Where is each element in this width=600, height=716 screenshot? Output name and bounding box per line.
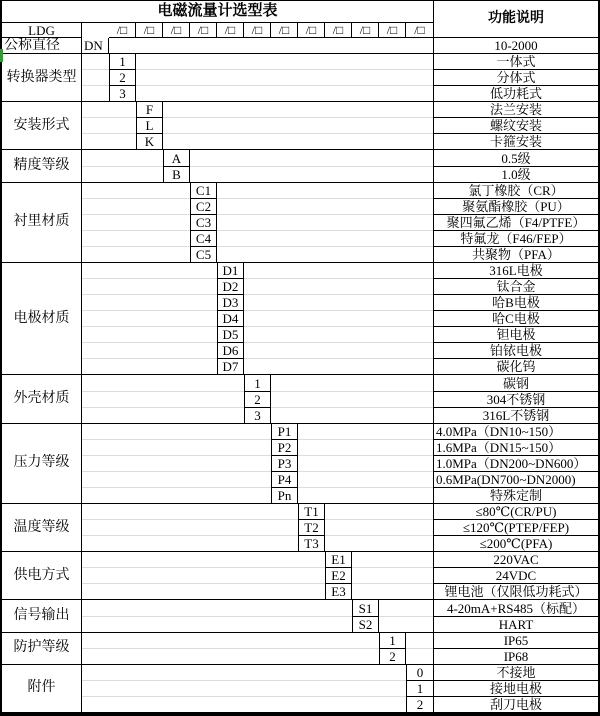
description-cell: 304不锈钢	[433, 392, 598, 408]
code-cell: 1	[109, 54, 136, 70]
description-cell: ≤200℃(PFA)	[433, 536, 598, 552]
filler-cell	[163, 102, 433, 118]
filler-cell	[271, 392, 433, 408]
code-cell: 0	[406, 665, 433, 681]
description-cell: 分体式	[433, 70, 598, 86]
model-slot: /□	[325, 23, 352, 38]
filler-cell	[298, 424, 433, 440]
filler-cell	[217, 231, 433, 247]
filler-cell	[298, 440, 433, 456]
filler-cell	[82, 456, 271, 472]
filler-cell	[136, 86, 433, 102]
code-cell: D6	[217, 343, 244, 359]
filler-cell	[82, 408, 244, 424]
category-cell: 附件	[2, 665, 82, 713]
category-cell: 外壳材质	[2, 375, 82, 423]
code-cell: A	[163, 150, 190, 166]
code-cell: S2	[352, 617, 379, 633]
filler-cell	[82, 311, 217, 327]
description-cell: 0.6MPa(DN700~DN2000)	[433, 472, 598, 488]
code-cell: T1	[298, 504, 325, 520]
code-cell: F	[136, 102, 163, 118]
description-cell: 不接地	[433, 665, 598, 681]
code-cell: S1	[352, 600, 379, 616]
code-cell: 2	[244, 392, 271, 408]
description-cell: 特氟龙（F46/FEP）	[433, 231, 598, 247]
description-cell: 1.6MPa（DN15~150）	[433, 440, 598, 456]
code-cell: D3	[217, 295, 244, 311]
filler-cell	[244, 359, 433, 375]
filler-cell	[82, 183, 190, 199]
filler-cell	[379, 600, 433, 616]
description-cell: 220VAC	[433, 552, 598, 568]
code-cell: 1	[406, 681, 433, 697]
filler-cell	[82, 488, 271, 504]
code-cell: D2	[217, 279, 244, 295]
filler-cell	[82, 295, 217, 311]
description-cell: 法兰安装	[433, 102, 598, 118]
filler-cell	[82, 424, 271, 440]
code-cell: 2	[379, 649, 406, 665]
code-cell: E3	[325, 584, 352, 600]
code-cell: D4	[217, 311, 244, 327]
description-cell: 哈C电极	[433, 311, 598, 327]
code-cell: C5	[190, 247, 217, 263]
filler-cell	[82, 279, 217, 295]
description-cell: 10-2000	[433, 38, 598, 54]
code-cell: C3	[190, 215, 217, 231]
description-cell: 刮刀电极	[433, 697, 598, 713]
description-cell: 24VDC	[433, 568, 598, 584]
filler-cell	[82, 472, 271, 488]
filler-cell	[82, 440, 271, 456]
code-cell: T2	[298, 520, 325, 536]
model-slot: /□	[136, 23, 163, 38]
code-cell: T3	[298, 536, 325, 552]
code-cell: D5	[217, 327, 244, 343]
filler-cell	[217, 215, 433, 231]
scan-artifact	[0, 49, 3, 62]
filler-cell	[325, 504, 433, 520]
filler-cell	[244, 263, 433, 279]
filler-cell	[217, 183, 433, 199]
category-cell: 安装形式	[2, 102, 82, 150]
filler-cell	[82, 375, 244, 391]
model-prefix: LDG	[2, 23, 82, 38]
filler-cell	[136, 70, 433, 86]
code-cell: 3	[109, 86, 136, 102]
category-cell: 防护等级	[2, 633, 82, 665]
description-cell: 氯丁橡胶（CR）	[433, 183, 598, 199]
category-cell: 精度等级	[2, 150, 82, 182]
model-slot: /□	[406, 23, 433, 38]
filler-cell	[82, 665, 406, 681]
description-cell: HART	[433, 617, 598, 633]
code-cell: 2	[406, 697, 433, 713]
description-cell: 铂铱电极	[433, 343, 598, 359]
model-slot: /□	[352, 23, 379, 38]
filler-cell	[217, 199, 433, 215]
code-cell: B	[163, 167, 190, 183]
code-cell: DN	[82, 38, 109, 54]
description-cell: 特殊定制	[433, 488, 598, 504]
description-cell: 低功耗式	[433, 86, 598, 102]
filler-cell	[82, 231, 190, 247]
description-cell: 钽电极	[433, 327, 598, 343]
filler-cell	[298, 488, 433, 504]
filler-cell	[325, 536, 433, 552]
code-cell: C2	[190, 199, 217, 215]
category-cell: 衬里材质	[2, 183, 82, 263]
filler-cell	[244, 311, 433, 327]
filler-cell	[352, 568, 433, 584]
description-cell: ≤120℃(PTEP/FEP)	[433, 520, 598, 536]
category-cell: 温度等级	[2, 504, 82, 552]
code-cell: C4	[190, 231, 217, 247]
filler-cell	[271, 408, 433, 424]
model-slot: /□	[190, 23, 217, 38]
description-cell: IP65	[433, 633, 598, 649]
filler-cell	[82, 681, 406, 697]
model-slot: /□	[109, 23, 136, 38]
filler-cell	[82, 167, 163, 183]
description-cell: 1.0级	[433, 167, 598, 183]
filler-cell	[82, 199, 190, 215]
code-cell: D1	[217, 263, 244, 279]
filler-cell	[82, 392, 244, 408]
filler-cell	[244, 295, 433, 311]
filler-cell	[217, 247, 433, 263]
code-cell: P1	[271, 424, 298, 440]
filler-cell	[244, 327, 433, 343]
filler-cell	[82, 86, 109, 102]
filler-cell	[82, 520, 298, 536]
filler-cell	[163, 118, 433, 134]
filler-cell	[82, 584, 325, 600]
filler-cell	[379, 617, 433, 633]
code-cell: P3	[271, 456, 298, 472]
filler-cell	[82, 215, 190, 231]
model-slot: /□	[163, 23, 190, 38]
category-cell: 信号输出	[2, 600, 82, 632]
filler-cell	[82, 568, 325, 584]
filler-cell	[325, 520, 433, 536]
code-cell: 1	[244, 375, 271, 391]
category-cell: 转换器类型	[2, 54, 82, 102]
filler-cell	[352, 584, 433, 600]
description-cell: 0.5级	[433, 150, 598, 166]
filler-cell	[271, 375, 433, 391]
filler-cell	[82, 359, 217, 375]
filler-cell	[244, 279, 433, 295]
filler-cell	[136, 54, 433, 70]
filler-cell	[82, 536, 298, 552]
description-cell: IP68	[433, 649, 598, 665]
description-cell: 共聚物（PFA）	[433, 247, 598, 263]
table-title: 电磁流量计选型表	[2, 1, 433, 23]
code-cell: 1	[379, 633, 406, 649]
filler-cell	[82, 118, 136, 134]
model-slot: /□	[379, 23, 406, 38]
description-cell: 碳化钨	[433, 359, 598, 375]
filler-cell	[82, 617, 352, 633]
code-cell: P4	[271, 472, 298, 488]
filler-cell	[109, 38, 433, 54]
filler-cell	[82, 600, 352, 616]
description-cell: 锂电池（仅限低功耗式）	[433, 584, 598, 600]
filler-cell	[82, 697, 406, 713]
code-cell: Pn	[271, 488, 298, 504]
filler-cell	[82, 54, 109, 70]
code-cell: K	[136, 134, 163, 150]
code-cell: D7	[217, 359, 244, 375]
filler-cell	[82, 70, 109, 86]
filler-cell	[406, 649, 433, 665]
description-cell: 螺纹安装	[433, 118, 598, 134]
category-cell: 压力等级	[2, 424, 82, 504]
filler-cell	[82, 134, 136, 150]
code-cell: 2	[109, 70, 136, 86]
filler-cell	[82, 504, 298, 520]
description-cell: 4-20mA+RS485（标配）	[433, 600, 598, 616]
filler-cell	[82, 649, 379, 665]
description-cell: 316L不锈钢	[433, 408, 598, 424]
filler-cell	[190, 150, 433, 166]
filler-cell	[82, 102, 136, 118]
filler-cell	[82, 247, 190, 263]
filler-cell	[352, 552, 433, 568]
code-cell: E1	[325, 552, 352, 568]
filler-cell	[163, 134, 433, 150]
filler-cell	[298, 456, 433, 472]
filler-cell	[82, 327, 217, 343]
description-cell: 碳钢	[433, 375, 598, 391]
model-slot: /□	[217, 23, 244, 38]
description-cell: 聚四氟乙烯（F4/PTFE）	[433, 215, 598, 231]
code-cell: P2	[271, 440, 298, 456]
model-slot: /□	[271, 23, 298, 38]
description-cell: 聚氨酯橡胶（PU）	[433, 199, 598, 215]
filler-cell	[82, 150, 163, 166]
filler-cell	[82, 343, 217, 359]
description-cell: 卡箍安装	[433, 134, 598, 150]
description-cell: ≤80℃(CR/PU)	[433, 504, 598, 520]
filler-cell	[190, 167, 433, 183]
description-cell: 一体式	[433, 54, 598, 70]
filler-cell	[82, 633, 379, 649]
function-column-header: 功能说明	[433, 1, 598, 38]
code-cell: E2	[325, 568, 352, 584]
category-cell: 电极材质	[2, 263, 82, 376]
code-cell: L	[136, 118, 163, 134]
code-cell: 3	[244, 408, 271, 424]
filler-cell	[298, 472, 433, 488]
model-slot: /□	[298, 23, 325, 38]
filler-cell	[406, 633, 433, 649]
model-slot: /□	[244, 23, 271, 38]
code-cell: C1	[190, 183, 217, 199]
description-cell: 接地电极	[433, 681, 598, 697]
category-cell: 公称直径	[2, 38, 82, 54]
description-cell: 1.0MPa（DN200~DN600）	[433, 456, 598, 472]
filler-cell	[82, 552, 325, 568]
filler-cell	[82, 263, 217, 279]
description-cell: 4.0MPa（DN10~150）	[433, 424, 598, 440]
category-cell: 供电方式	[2, 552, 82, 600]
description-cell: 316L电极	[433, 263, 598, 279]
description-cell: 哈B电极	[433, 295, 598, 311]
description-cell: 钛合金	[433, 279, 598, 295]
filler-cell	[244, 343, 433, 359]
